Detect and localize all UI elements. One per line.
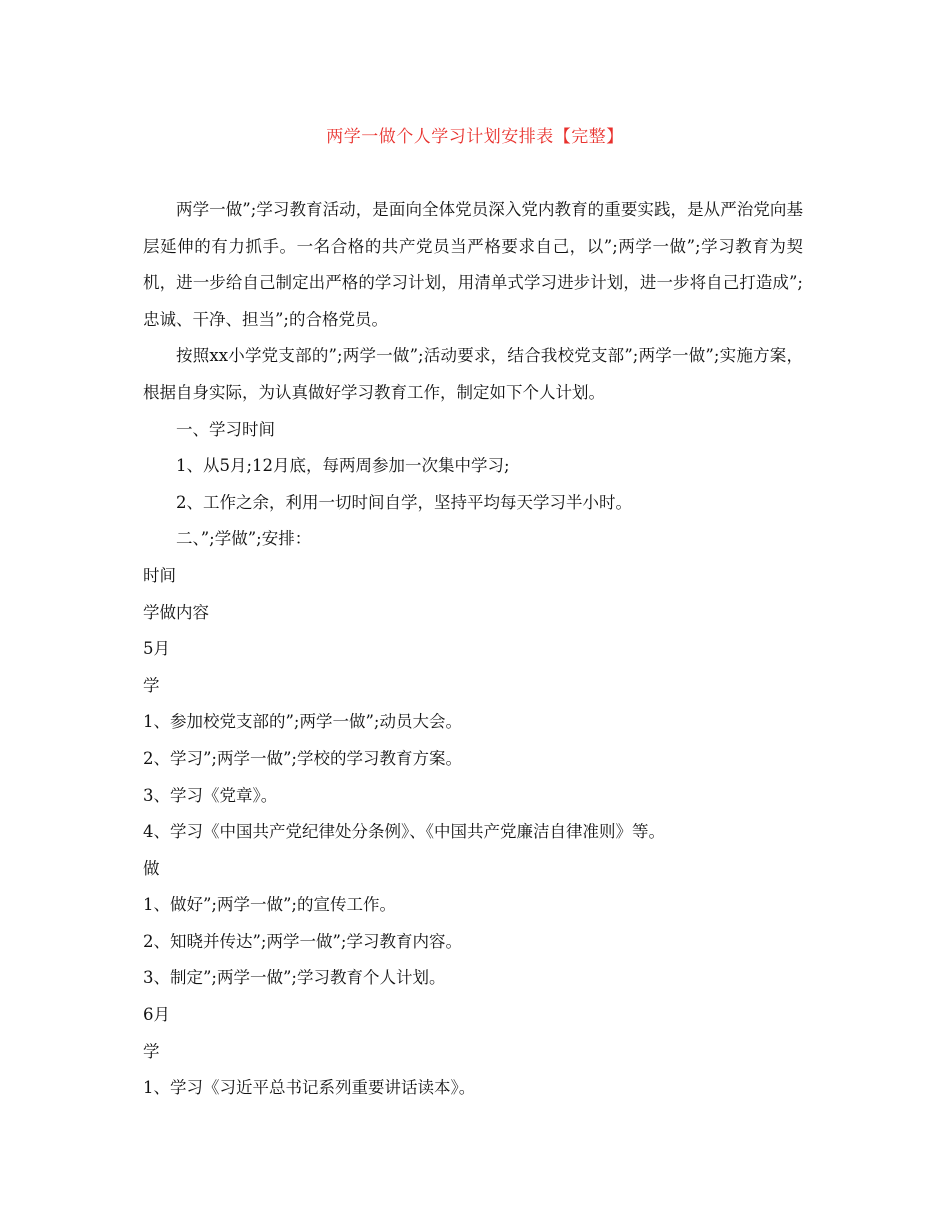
list-item: 3、学习《党章》。 [143,785,278,805]
list-item: 2、知晓并传达”;两学一做”;学习教育内容。 [143,931,462,951]
do-label: 做 [143,858,160,878]
may-study-list [143,704,803,850]
list-item: 4、学习《中国共产党纪律处分条例》、《中国共产党廉洁自律准则》等。 [143,822,665,842]
study-time-item: 1、从5月;12月底，每两周参加一次集中学习; [176,456,510,476]
list-item: 3、制定”;两学一做”;学习教育个人计划。 [143,968,446,988]
study-label: 学 [143,1041,160,1061]
section-heading-arrangement: 二、”;学做”;安排： [176,529,312,549]
study-label: 学 [143,675,160,695]
document-body [143,192,803,1107]
list-item: 1、做好”;两学一做”;的宣传工作。 [143,895,396,915]
column-header-content: 学做内容 [143,602,209,622]
list-item: 2、学习”;两学一做”;学校的学习教育方案。 [143,748,462,768]
document-title: 两学一做个人学习计划安排表【完整】 [326,127,624,147]
month-label-june: 6月 [143,1005,170,1025]
may-do-list [143,887,803,997]
list-item: 1、参加校党支部的”;两学一做”;动员大会。 [143,712,462,732]
intro-paragraph-2: 按照xx小学党支部的”;两学一做”;活动要求，结合我校党支部”;两学一做”;实施方案，根据自身实际，为认真做好学习教育工作，制定如下个人计划。 [143,346,803,402]
intro-paragraph-1: 两学一做”;学习教育活动，是面向全体党员深入党内教育的重要实践，是从严治党向基层延伸的有力抓手。一名合格的共产党员当严格要求自己，以”;两学一做”;学习教育为契机，进一步给自己制定出严格的学习计划，用清单式学习进步计划，进一步将自己打造成”;忠诚、干净、担当”;的合格党员。 [143,200,803,329]
list-item: 1、学习《习近平总书记系列重要讲话读本》。 [143,1078,476,1098]
month-label-may: 5月 [143,639,170,659]
column-header-time: 时间 [143,565,176,585]
study-time-item: 2、工作之余，利用一切时间自学，坚持平均每天学习半小时。 [176,492,632,512]
section-heading-study-time: 一、学习时间 [176,419,275,439]
june-study-list [143,1070,803,1107]
